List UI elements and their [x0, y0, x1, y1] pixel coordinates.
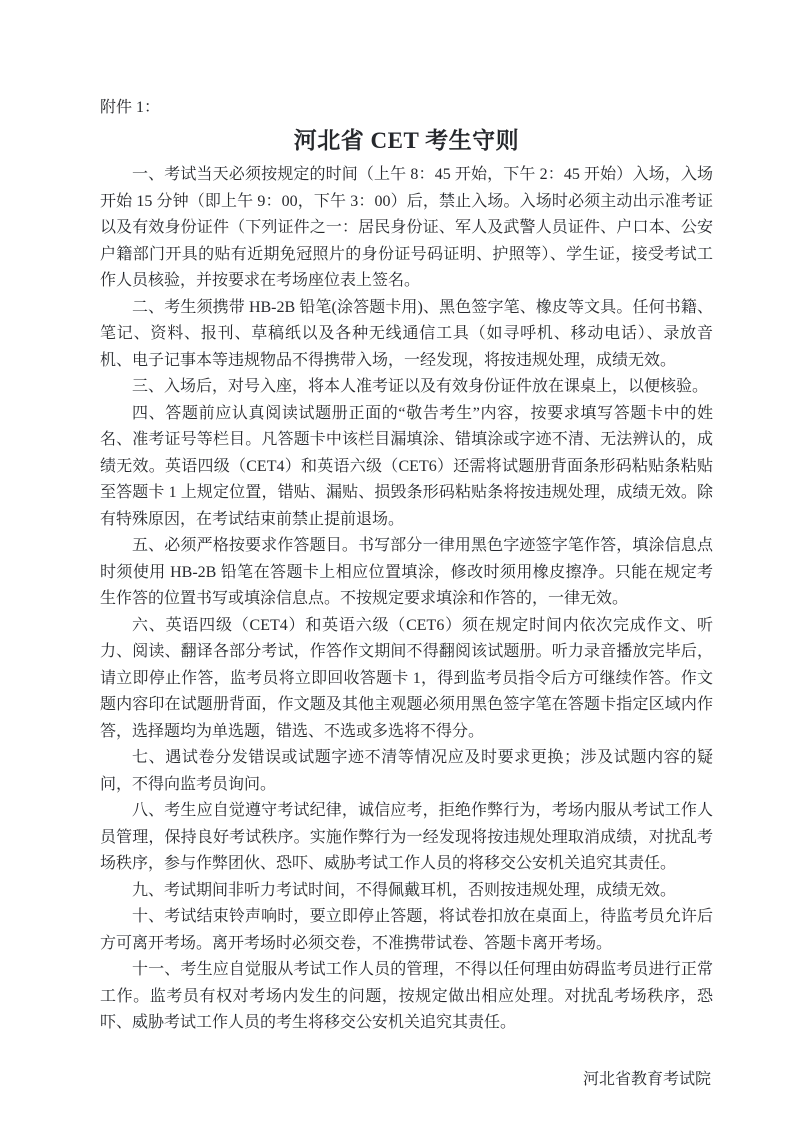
rule-paragraph-6: 六、英语四级（CET4）和英语六级（CET6）须在规定时间内依次完成作文、听力、阅读、翻译各部分考试，作答作文期间不得翻阅该试题册。听力录音播放完毕后，请立即停止作答，监考员将立即回收答题卡 1，得到监考员指令后方可继续作答。作文题内容印在试题册背面，作文题及其他主观题必须用黑色签字笔在答题卡指定区域内作答，选择题均为单选题，错选、不选或多选将不得分。 [100, 616, 713, 740]
rule-paragraph-10: 十、考试结束铃声响时，要立即停止答题，将试卷扣放在桌面上，待监考员允许后方可离开考场。离开考场时必须交卷，不准携带试卷、答题卡离开考场。 [100, 908, 713, 952]
rule-paragraph-8: 八、考生应自觉遵守考试纪律，诚信应考，拒绝作弊行为，考场内服从考试工作人员管理，保持良好考试秩序。实施作弊行为一经发现将按违规处理取消成绩，对扰乱考场秩序，参与作弊团伙、恐吓、威胁考试工作人员的将移交公安机关追究其责任。 [100, 802, 713, 872]
attachment-label: 附件 1： [100, 99, 161, 116]
rule-paragraph-5: 五、必须严格按要求作答题目。书写部分一律用黑色字迹签字笔作答，填涂信息点时须使用 HB-2B 铅笔在答题卡上相应位置填涂，修改时须用橡皮擦净。只能在规定考生作答的位置书写或填涂信息点。不按规定要求填涂和作答的，一律无效。 [100, 537, 713, 607]
rule-paragraph-11: 十一、考生应自觉服从考试工作人员的管理，不得以任何理由妨碍监考员进行正常工作。监考员有权对考场内发生的问题，按规定做出相应处理。对扰乱考场秩序，恐吓、威胁考试工作人员的考生将移交公安机关追究其责任。 [100, 961, 713, 1031]
document-title: 河北省 CET 考生守则 [293, 128, 520, 153]
signature: 河北省教育考试院 [582, 1070, 711, 1088]
document-content [100, 96, 713, 1093]
rule-paragraph-4: 四、答题前应认真阅读试题册正面的“敬告考生”内容，按要求填写答题卡中的姓名、准考证号等栏目。凡答题卡中该栏目漏填涂、错填涂或字迹不清、无法辨认的，成绩无效。英语四级（CET4）和英语六级（CET6）还需将试题册背面条形码粘贴条粘贴至答题卡 1 上规定位置，错贴、漏贴、损毁条形码粘贴条将按违规处理，成绩无效。除有特殊原因，在考试结束前禁止提前退场。 [100, 404, 713, 528]
rules-body [100, 162, 713, 1037]
rule-paragraph-1: 一、考试当天必须按规定的时间（上午 8：45 开始，下午 2：45 开始）入场，入场开始 15 分钟（即上午 9：00，下午 3：00）后，禁止入场。入场时必须主动出示准考证以及有效身份证件（下列证件之一：居民身份证、军人及武警人员证件、户口本、公安户籍部门开具的贴有近期免冠照片的身份证号码证明、护照等）、学生证，接受考试工作人员核验，并按要求在考场座位表上签名。 [100, 166, 713, 289]
rule-paragraph-7: 七、遇试卷分发错误或试题字迹不清等情况应及时要求更换；涉及试题内容的疑问，不得向监考员询问。 [100, 749, 713, 793]
rule-paragraph-3: 三、入场后，对号入座，将本人准考证以及有效身份证件放在课桌上，以便核验。 [132, 378, 709, 395]
rule-paragraph-2: 二、考生须携带 HB-2B 铅笔(涂答题卡用)、黑色签字笔、橡皮等文具。任何书籍、笔记、资料、报刊、草稿纸以及各种无线通信工具（如寻呼机、移动电话）、录放音机、电子记事本等违规物品不得携带入场，一经发现，将按违规处理，成绩无效。 [100, 298, 713, 369]
rule-paragraph-9: 九、考试期间非听力考试时间，不得佩戴耳机，否则按违规处理，成绩无效。 [132, 881, 677, 899]
